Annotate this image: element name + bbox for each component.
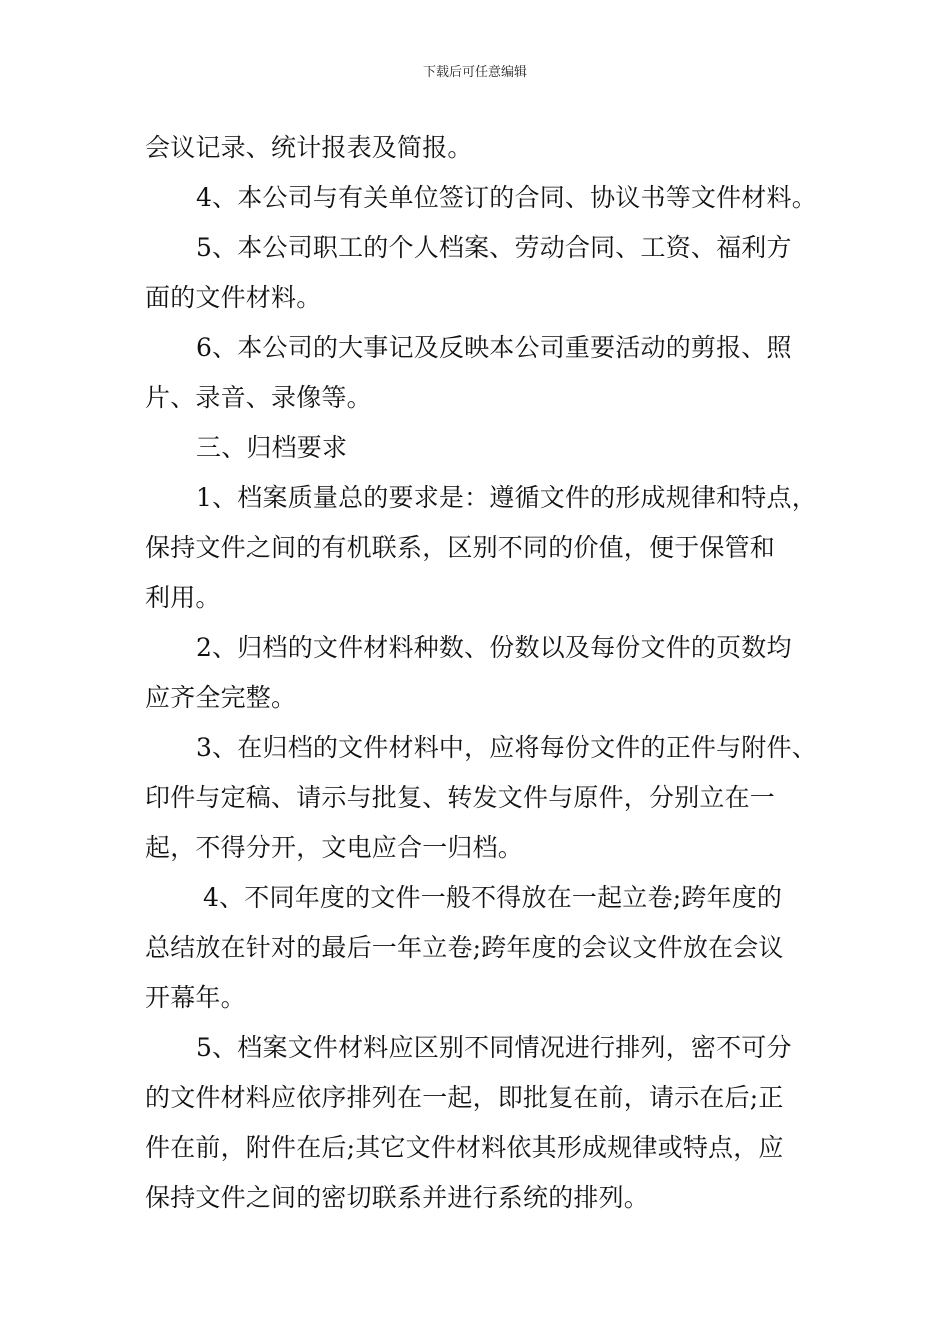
text-line: 应齐全完整。 — [145, 683, 297, 712]
text-line: 6、本公司的大事记及反映本公司重要活动的剪报、照 — [196, 333, 792, 362]
text-line: 保持文件之间的有机联系，区别不同的价值，便于保管和 — [145, 533, 776, 562]
text-line: 印件与定稿、请示与批复、转发文件与原件，分别立在一 — [145, 783, 776, 812]
text-line: 1、档案质量总的要求是：遵循文件的形成规律和特点， — [196, 483, 817, 512]
text-line: 5、本公司职工的个人档案、劳动合同、工资、福利方 — [196, 233, 792, 262]
text-line: 开幕年。 — [145, 983, 246, 1012]
text-line: 3、在归档的文件材料中，应将每份文件的正件与附件、 — [196, 733, 817, 762]
text-line: 起，不得分开，文电应合一归档。 — [145, 833, 524, 862]
text-line: 总结放在针对的最后一年立卷;跨年度的会议文件放在会议 — [145, 933, 784, 962]
text-line: 4、本公司与有关单位签订的合同、协议书等文件材料。 — [196, 183, 817, 212]
text-line: 的文件材料应依序排列在一起，即批复在前，请示在后;正 — [145, 1083, 784, 1112]
text-line: 利用。 — [145, 583, 221, 612]
text-line: 件在前，附件在后;其它文件材料依其形成规律或特点，应 — [145, 1133, 784, 1162]
text-line: 2、归档的文件材料种数、份数以及每份文件的页数均 — [196, 633, 792, 662]
document-body — [145, 128, 825, 1228]
text-line: 片、录音、录像等。 — [145, 383, 372, 412]
text-line: 面的文件材料。 — [145, 283, 322, 312]
text-line: 保持文件之间的密切联系并进行系统的排列。 — [145, 1183, 650, 1212]
page-header-note: 下载后可任意编辑 — [422, 65, 527, 80]
text-line: 会议记录、统计报表及简报。 — [145, 133, 473, 162]
section-heading: 三、归档要求 — [196, 433, 348, 462]
text-line: 5、档案文件材料应区别不同情况进行排列，密不可分 — [196, 1033, 792, 1062]
text-line: 4、不同年度的文件一般不得放在一起立卷;跨年度的 — [203, 883, 783, 912]
